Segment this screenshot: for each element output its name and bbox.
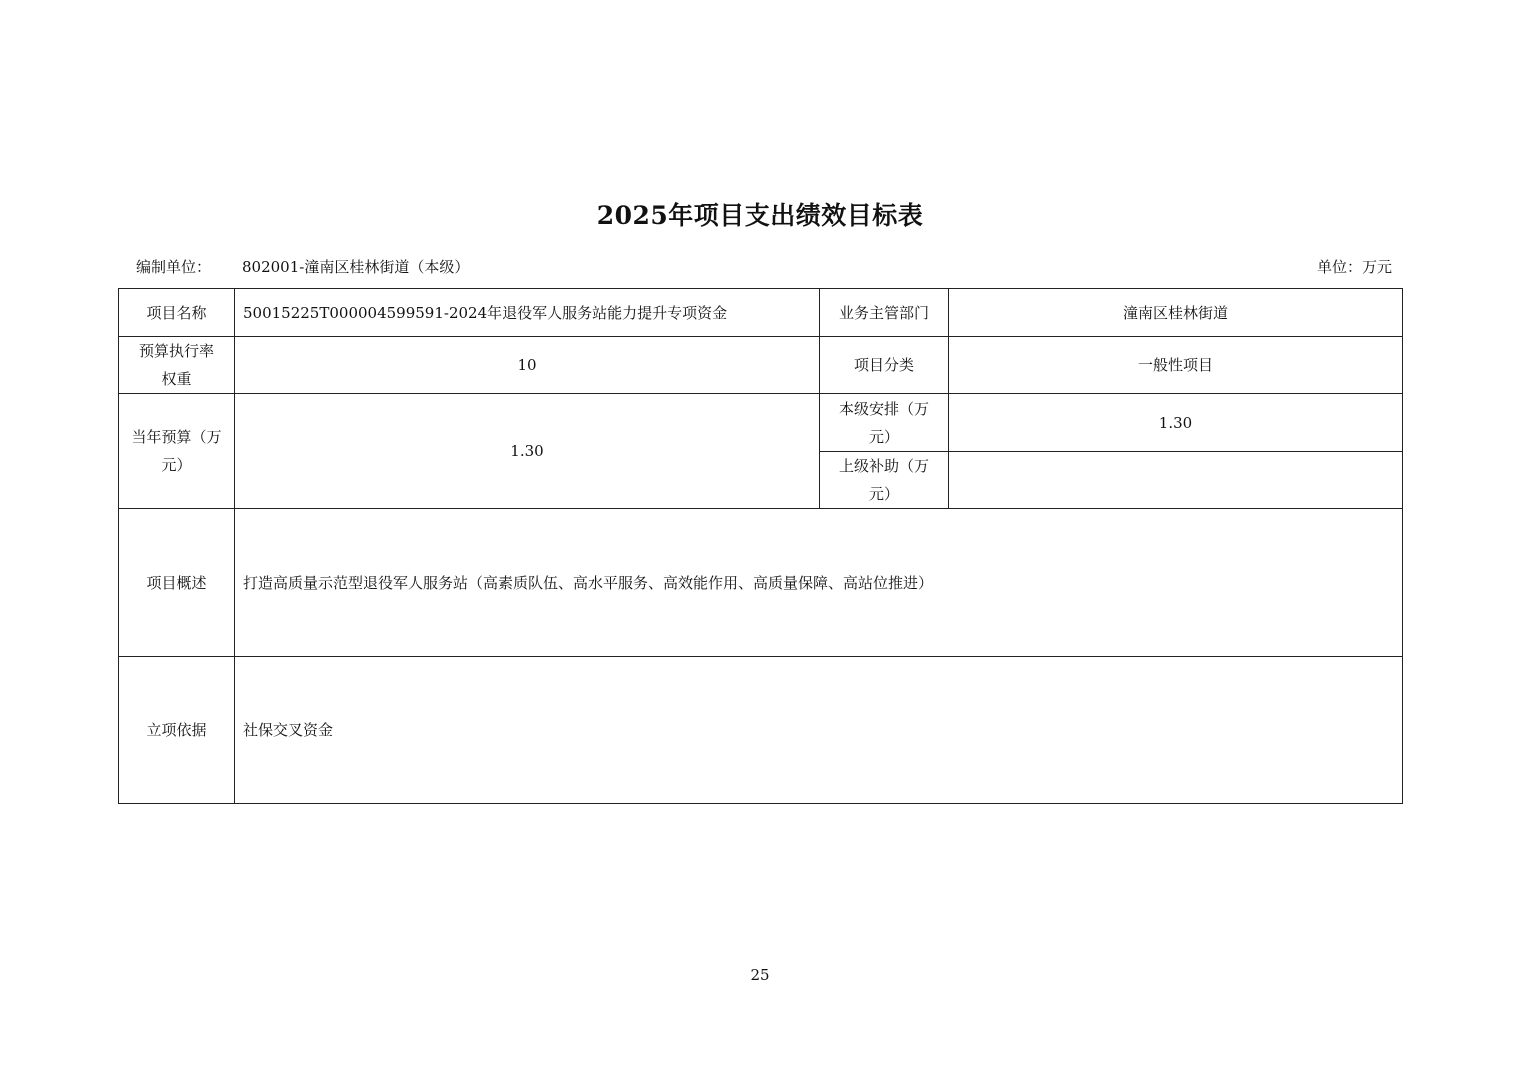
table-row (119, 289, 1403, 337)
exec-weight-value: 10 (235, 337, 820, 394)
dept-value: 潼南区桂林街道 (949, 289, 1403, 337)
exec-weight-label-line1: 预算执行率 (138, 342, 214, 360)
page-number: 25 (750, 966, 770, 984)
exec-weight-label-line2: 权重 (161, 370, 192, 388)
table-row (119, 657, 1403, 804)
compiling-unit-value: 802001-潼南区桂林街道（本级） (242, 258, 470, 276)
basis-label: 立项依据 (119, 657, 235, 804)
local-arrangement-label-line2: 元） (868, 427, 899, 446)
superior-subsidy-value (949, 452, 1403, 509)
compiling-unit-label: 编制单位： (136, 258, 212, 276)
local-arrangement-label-line1: 本级安排（万 (838, 399, 929, 418)
compiling-unit (136, 256, 469, 277)
budget-label-line2: 元） (161, 456, 192, 474)
currency-unit: 单位：万元 (1316, 258, 1392, 276)
table-row (119, 394, 1403, 452)
budget-label-line1: 当年预算（万 (131, 428, 222, 446)
local-arrangement-value: 1.30 (949, 394, 1403, 452)
superior-subsidy-label-line1: 上级补助（万 (838, 457, 929, 475)
basis-value: 社保交叉资金 (235, 657, 1403, 804)
category-value: 一般性项目 (949, 337, 1403, 394)
dept-label: 业务主管部门 (820, 289, 949, 337)
local-arrangement-label (820, 394, 949, 452)
budget-value: 1.30 (235, 394, 820, 509)
overview-label: 项目概述 (119, 509, 235, 657)
table-row (119, 509, 1403, 657)
project-name-value: 50015225T000004599591-2024年退役军人服务站能力提升专项资金 (235, 289, 820, 337)
table-row (119, 337, 1403, 394)
project-name-label: 项目名称 (119, 289, 235, 337)
overview-value: 打造高质量示范型退役军人服务站（高素质队伍、高水平服务、高效能作用、高质量保障、高站位推进） (235, 509, 1403, 657)
budget-label (119, 394, 235, 509)
page-title: 2025年项目支出绩效目标表 (596, 201, 924, 230)
superior-subsidy-label (820, 452, 949, 509)
category-label: 项目分类 (820, 337, 949, 394)
performance-target-table (118, 288, 1403, 804)
superior-subsidy-label-line2: 元） (868, 485, 899, 503)
exec-weight-label (119, 337, 235, 394)
